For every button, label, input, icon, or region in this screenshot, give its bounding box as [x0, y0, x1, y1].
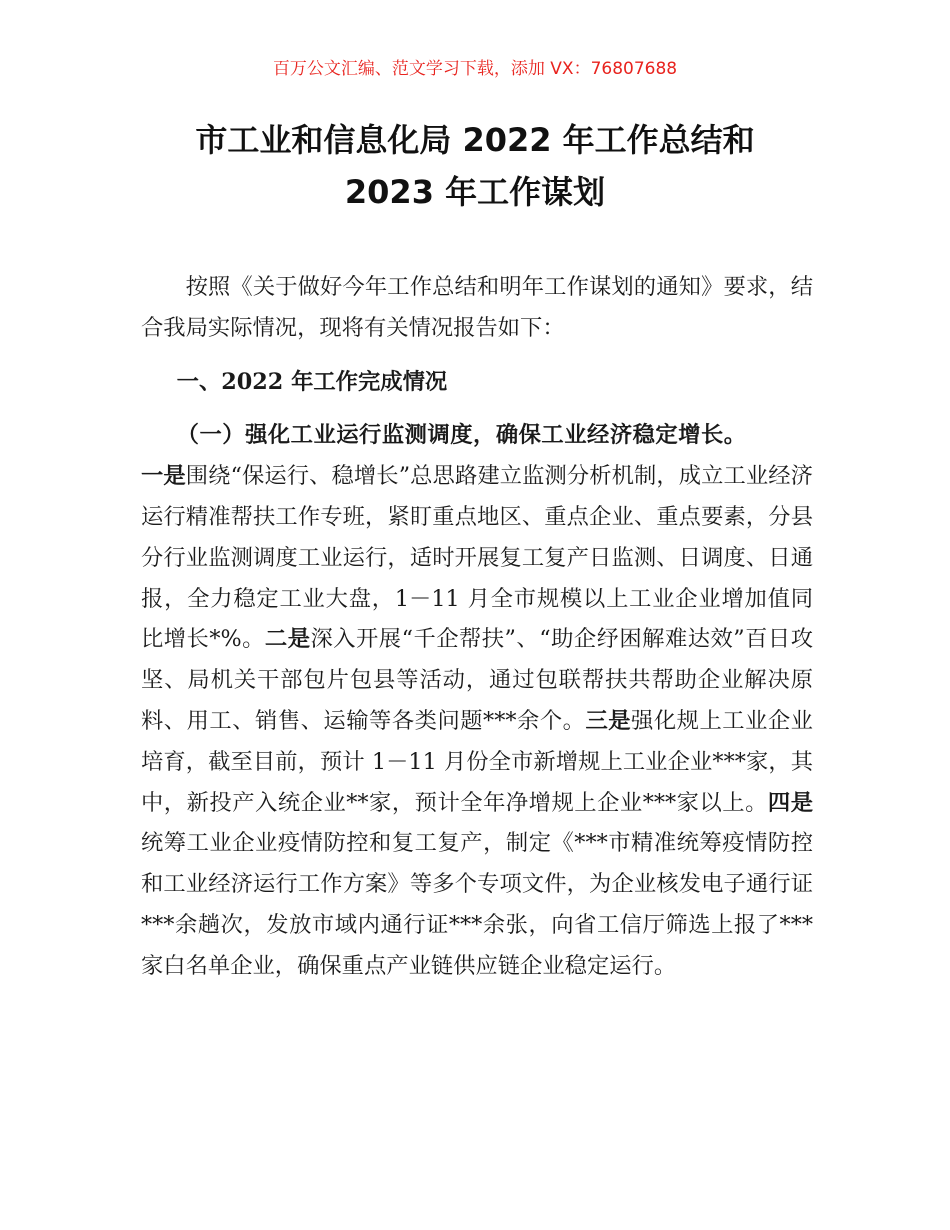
point-text-1: 围绕“保运行、稳增长”总思路建立监测分析机制，成立工业经济运行精准帮扶工作专班，紧盯重点地区、重点企业、重点要素，分县分行业监测调度工业运行，适时开展复工复产日监测、日调度、日通报，全力稳定工业大盘，1－11 月全市规模以上工业企业增加值同比增长*%。 [141, 463, 813, 653]
promo-banner: 百万公文汇编、范文学习下载，添加 VX：76807688 [272, 59, 678, 79]
point-text-4: 统筹工业企业疫情防控和复工复产，制定《***市精准统筹疫情防控和工业经济运行工作方案》等多个专项文件，为企业核发电子通行证***余趟次，发放市域内通行证***余张，向省工信厅筛选上报了***家白名单企业，确保重点产业链供应链企业稳定运行。 [141, 830, 813, 979]
point-label-2: 二是 [264, 626, 311, 653]
document-title [0, 114, 950, 218]
title-line-2: 2023 年工作谋划 [344, 173, 606, 211]
subsection-heading: （一）强化工业运行监测调度，确保工业经济稳定增长。 [176, 422, 747, 449]
title-line-1: 市工业和信息化局 2022 年工作总结和 [195, 121, 755, 159]
point-text-3: 强化规上工业企业培育，截至目前，预计 1－11 月份全市新增规上工业企业***家，其中，新投产入统企业**家，预计全年净增规上企业***家以上。 [141, 707, 813, 816]
point-label-1: 一是 [141, 463, 186, 490]
point-label-3: 三是 [585, 707, 632, 734]
point-text-2: 深入开展“千企帮扶”、“助企纾困解难达效”百日攻坚、局机关干部包片包县等活动，通过包联帮扶共帮助企业解决原料、用工、销售、运输等各类问题***余个。 [141, 626, 813, 734]
point-label-4: 四是 [767, 789, 813, 816]
section-heading: 一、2022 年工作完成情况 [176, 368, 448, 395]
section-paragraph [141, 415, 813, 986]
intro-paragraph: 按照《关于做好今年工作总结和明年工作谋划的通知》要求，结合我局实际情况，现将有关情况报告如下： [141, 274, 813, 341]
document-body [141, 267, 813, 987]
